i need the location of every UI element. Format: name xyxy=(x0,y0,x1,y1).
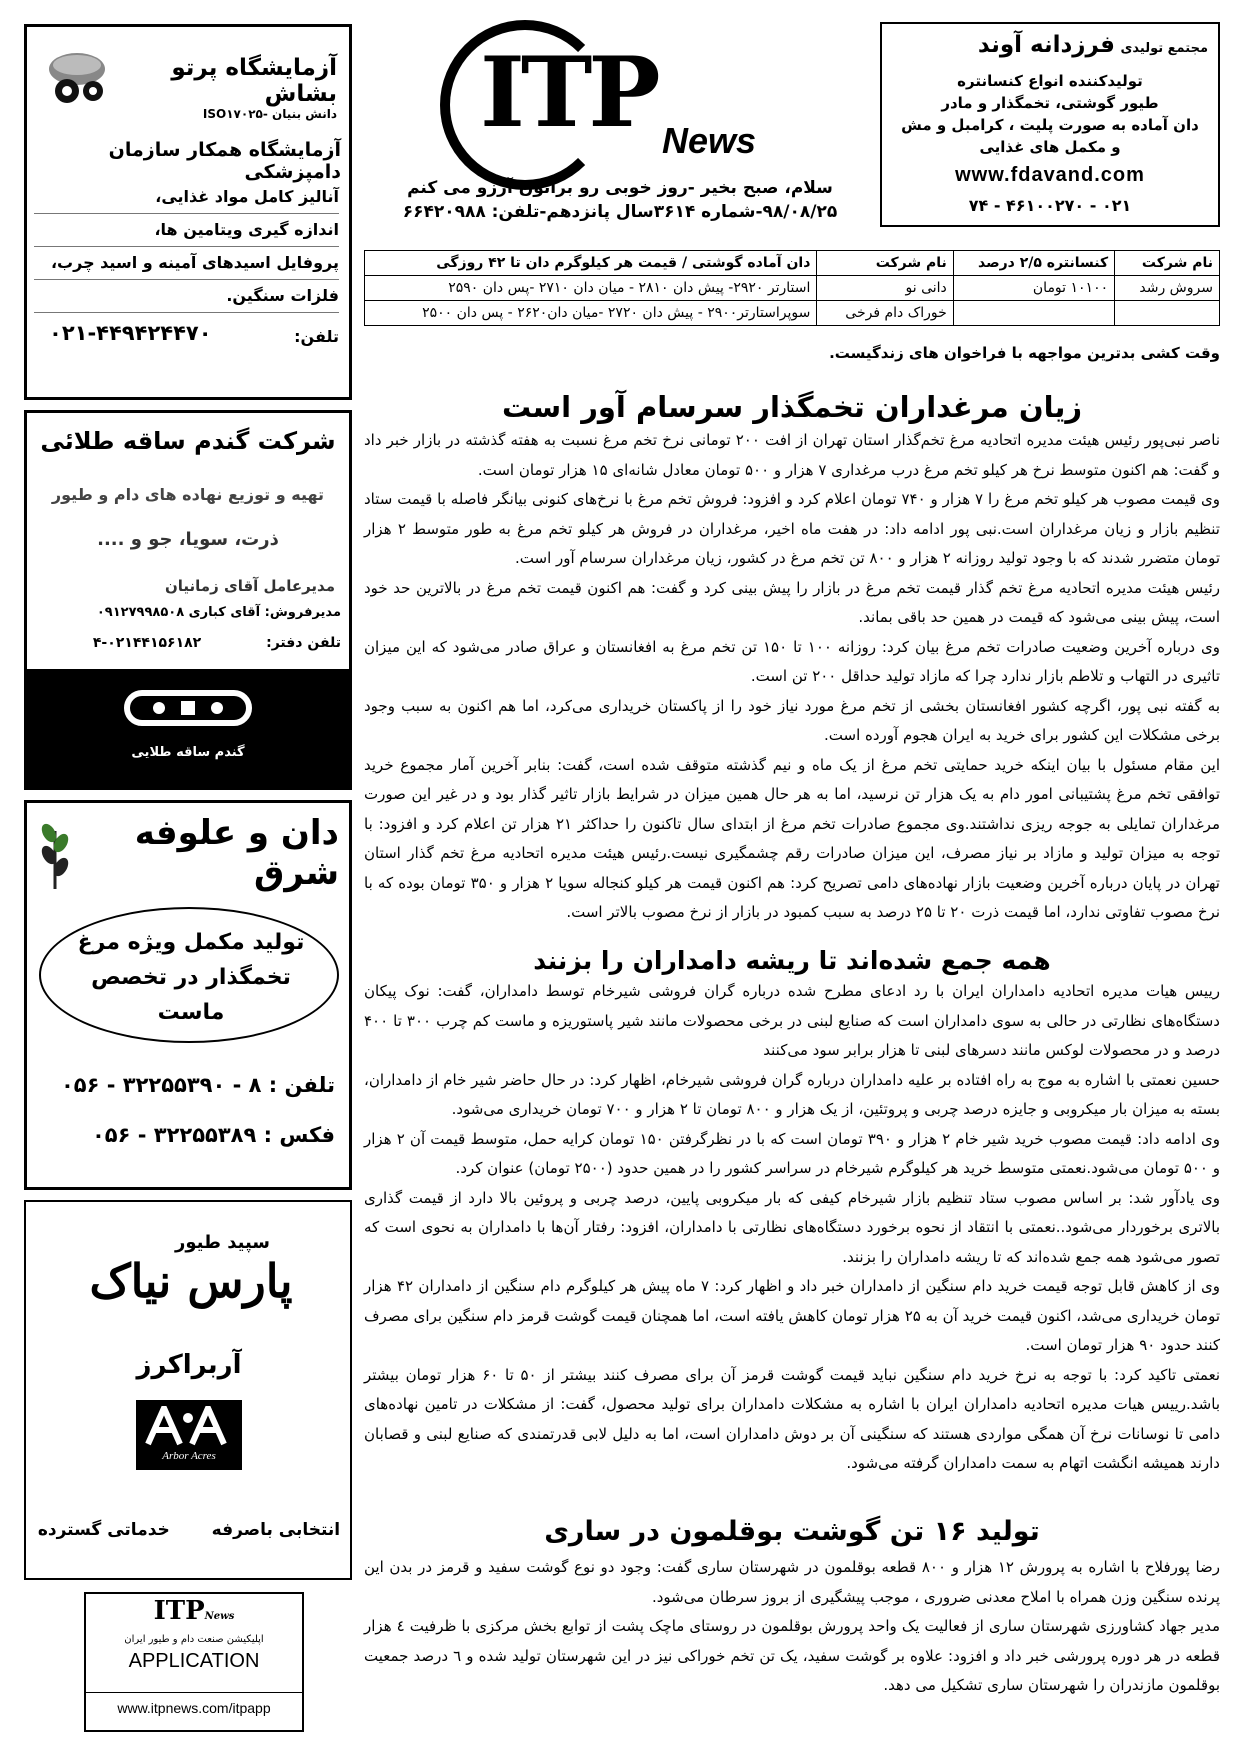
sharq-phone[interactable]: تلفن : ۸ - ۳۲۲۵۵۳۹۰ - ۰۵۶ xyxy=(60,1073,335,1097)
price-header-cell: نام شرکت xyxy=(1115,251,1220,276)
article-paragraph: وی یادآور شد: بر اساس مصوب ستاد تنظیم بازار شیرخام کیفی که بار میکروبی پایین، درصد چربی و پروئین بالا دارد از قیمت گذاری بالاتری برخوردار می‌شود..نعمتی با انتقاد از نحوه برخورد دستگاه‌های نظارتی با دامداران، افزود: رفتار آن‌ها با دامداران به نحوی است که تصور می‌شود همه جمع شده‌اند که تا ریشه دامداران را بزنند. xyxy=(364,1188,1220,1266)
sharq-fax: فکس : ۳۲۲۵۵۳۸۹ - ۰۵۶ xyxy=(91,1123,335,1147)
price-header-cell: کنسانتره ۲/۵ درصد xyxy=(953,251,1114,276)
sharq-oval xyxy=(39,907,339,1043)
article-body xyxy=(364,426,1220,928)
pars-logo: پارس نیاک xyxy=(89,1254,293,1308)
fdavand-line: دان آماده به صورت پلیت ، کرامبل و مش xyxy=(901,116,1199,134)
lab-service-item: اندازه گیری ویتامین ها، xyxy=(34,214,339,247)
fdavand-line: تولیدکننده انواع کنسانتره xyxy=(957,72,1143,90)
price-table-row xyxy=(365,276,1220,301)
arbor-acres-logo xyxy=(136,1400,242,1470)
app-divider xyxy=(86,1692,302,1693)
logo-news-text: News xyxy=(662,120,757,161)
feed-price-table xyxy=(364,250,1220,326)
article-paragraph: به گفته نبی پور، اگرچه کشور افغانستان بخشی از تخم مرغ مورد نیاز خود را از پاکستان خریداری می‌کرد، اما هم اکنون به سبب وجود برخی مشکلات این کشور برای خرید به ایران هجوم آورده است. xyxy=(364,696,1220,744)
article-1 xyxy=(364,390,1220,928)
article-paragraph: وی قیمت مصوب هر کیلو تخم مرغ را ۷ هزار و ۷۴۰ تومان اعلام کرد و افزود: فروش تخم مرغ با نرخ‌های کنونی بیانگر فاصله با قیمت ستاد تنظیم بازار و زیان مرغداران است.نبی پور ادامه داد: در هفت ماه اخیر، مرغداران در فروش هر کیلو تخم مرغ به طور متوسط ۲ هزار تومان متضرر شدند که با وجود تولید روزانه ۲ هزار و ۸۰۰ تن تخم مرغ در کشور، زیان مرغداران سرسام آور است. xyxy=(364,490,1220,567)
lab-service-item: فلزات سنگین. xyxy=(34,280,339,313)
app-subtitle: اپلیکیشن صنعت دام و طیور ایران xyxy=(124,1634,264,1645)
article-paragraph: این مقام مسئول با بیان اینکه خرید حمایتی تخم مرغ از یک ماه و نیم گذشته متوقف شده است، گفت: بنابر آخرین آمار مجموع خرید توافقی تخم مرغ پشتیبانی امور دام به یک هزار تن نرسید، اما به هر حال همین میزان در شرایط بازار تاثیر گذار بود و در غیر این صورت مرغداران تمایلی به جوجه ریزی نداشتند.وی مجموع صادرات تخم مرغ از ابتدای سال تاکنون را حداکثر ۲۱ هزار تن اعلام کرد و افزود: با توجه به میزان تولید و مازاد بر نیاز مصرف، این میزان صادرات رقم چشمگیری نیست.رئیس هیئت مدیره اتحادیه مرغ تخم گذار استان تهران در پایان درباره آخرین وضعیت بازار نهاده‌های دامی تصریح کرد: هم اکنون قیمت هر کیلو کنجاله سویا ۲ هزار و ۳۵۰ تومان بوده که با نرخ مصوب تفاوتی ندارد، اما قیمت ذرت ۲۰ تا ۲۵ درصد به سبب کمبود در بازار از نرخ مصوب بالاتر است. xyxy=(364,755,1220,921)
lab-service-item: پروفایل اسیدهای آمینه و اسید چرب، xyxy=(34,247,339,280)
fdavand-title-row xyxy=(888,32,1208,58)
article-3 xyxy=(364,1516,1220,1701)
gandom-sales: مدیرفروش: آقای کباری ۰۹۱۲۷۹۹۸۵۰۸ xyxy=(96,605,341,620)
gandom-manager: مدیرعامل آقای زمانیان xyxy=(164,577,335,595)
gandom-ad[interactable] xyxy=(24,410,352,790)
price-cell: خوراک دام فرخی xyxy=(817,301,953,326)
gandom-title: شرکت گندم ساقه طلائی xyxy=(40,427,336,455)
price-header-cell: نام شرکت xyxy=(817,251,953,276)
price-cell xyxy=(953,301,1114,326)
sharq-title: دان و علوفه شرق xyxy=(134,813,339,893)
lab-header: آزمایشگاه همکار سازمان دامپزشکی xyxy=(108,139,341,183)
fdavand-line: و مکمل های غذایی xyxy=(979,138,1121,156)
pars-niak-ad[interactable] xyxy=(24,1200,352,1580)
pars-slogan-a: انتخابی باصرفه xyxy=(211,1520,341,1540)
article-paragraph: رییس هیات مدیره اتحادیه دامداران ایران با رد ادعای مطرح شده درباره گران فروشی شیرخام توسط دامداران، گفت: نوک پیکان دستگاه‌های نظارتی در حالی به سوی دامداران است که صنایع لبنی در برخی محصولات مانند شیر پاستوریزه و ماست کم چرب ۳۰۰ تا ۴۰۰ درصد و در محصولات لوکس مانند دسرهای لبنی تا هزار برابر سود می‌کنند xyxy=(364,982,1220,1059)
price-header-cell: دان آماده گوشتی / قیمت هر کیلوگرم دان تا ۴۲ روزگی xyxy=(365,251,817,276)
app-logo-itp: ITP xyxy=(153,1596,205,1626)
itp-news-logo[interactable] xyxy=(440,20,820,180)
article-paragraph: وی درباره آخرین وضعیت صادرات تخم مرغ بیان کرد: روزانه ۱۰۰ تا ۱۵۰ تن تخم مرغ به افغانستان و عراق صادر می‌شود که این میزان تاثیری در التهاب و تلاطم بازار ندارد چرا که مازاد تولید حداقل ۲۰۰ تن است. xyxy=(364,637,1221,685)
article-2 xyxy=(364,946,1220,1479)
pars-logo-small: سپید طیور xyxy=(174,1232,270,1253)
pars-slogan-b: خدماتی گسترده xyxy=(37,1520,170,1540)
article-title: زیان مرغداران تخمگذار سرسام آور است xyxy=(501,390,1083,424)
fdavand-url[interactable]: www.fdavand.com xyxy=(955,164,1145,186)
gandom-logo-icon xyxy=(123,683,253,735)
app-label: APPLICATION xyxy=(128,1650,260,1672)
price-table-header xyxy=(365,251,1220,276)
article-title: تولید ۱۶ تن گوشت بوقلمون در ساری xyxy=(544,1516,1040,1547)
pars-slogans xyxy=(26,1520,352,1540)
article-paragraph: رضا پورفلاح با اشاره به پرورش ۱۲ هزار و ۸۰۰ قطعه بوقلمون در شهرستان ساری گفت: وجود دو نوع گوشت سفید و قرمز در بدن این پرنده سنگین وزن همراه با املاح معدنی ضروری ، موجب پیشگیری از بروز سرطان می‌شود. xyxy=(364,1558,1221,1606)
gandom-office-label: تلفن دفتر: xyxy=(266,635,341,651)
article-body xyxy=(364,977,1220,1479)
price-cell: سروش رشد xyxy=(1115,276,1220,301)
gandom-office-phone[interactable]: ۰۲۱۴۴۱۵۶۱۸۲-۴ xyxy=(92,635,202,651)
article-paragraph: مدیر جهاد کشاورزی شهرستان ساری از فعالیت یک واحد پرورش بوقلمون در روستای ماچک پشت از توابع بخش مرکزی با ظرفیت ٤ هزار قطعه در هر دوره پرورشی خبر داد و افزود: علاوه بر گوشت سفید، یک تن تخم خوراکی نیز در این شهرستان تولید شده و ٦ درصد جمعیت بوقلمون مازندران را شهرستان ساری تشکیل می دهد. xyxy=(364,1617,1220,1694)
fdavand-title-small: مجتمع تولیدی xyxy=(1120,41,1208,56)
gandom-office xyxy=(31,635,341,651)
lab-phone-label: تلفن: xyxy=(294,327,339,346)
arbor-acres-icon xyxy=(144,1406,234,1446)
article-paragraph: حسین نعمتی با اشاره به موج به راه افتاده بر علیه دامداران درباره گران فروشی شیرخام، اظهار کرد: در حال حاضر شیر خام از دامداران، بسته به میزان بار میکروبی و جایزه درصد چربی و پروتئین، از یک هزار و ۸۰۰ تومان تا ۲ هزار و ۷۰۰ تومان خریداری می‌شود. xyxy=(364,1070,1220,1118)
lab-flask-icon xyxy=(47,47,117,109)
lab-title: آزمایشگاه پرتو بشاش xyxy=(171,55,337,107)
logo-itp-text: ITP xyxy=(480,36,657,149)
gandom-logo-band xyxy=(27,669,349,787)
article-paragraph: وی ادامه داد: قیمت مصوب خرید شیر خام ۲ هزار و ۳۹۰ تومان است که با در نظرگرفتن ۱۵۰ تومان کرایه حمل، متوسط قیمت آن ۲ هزار و ۵۰۰ تومان می‌شود.نعمتی متوسط خرید هر کیلوگرم شیرخام در سراسر کشور را در همین حدود (۲۵۰۰ تومان) عنوان کرد. xyxy=(364,1129,1220,1177)
lab-ad[interactable] xyxy=(24,24,352,400)
issue-line: ۹۸/۰۸/۲۵-شماره ۳۶۱۴سال پانزدهم-تلفن: ۶۶۴۲۰۹۸۸ xyxy=(402,202,838,222)
article-paragraph: وی از کاهش قابل توجه قیمت خرید دام سنگین از دامداران خبر داد و اظهار کرد: ۷ ماه پیش هر کیلوگرم دام سنگین از دامداران ۴۲ هزار تومان خریداری می‌شد، اکنون قیمت خرید آن به ۲۵ هزار تومان کاهش یافته است، اما همچنان قیمت گوشت قرمز دام سنگین برای مصرف کنند حدود ۹۰ هزار تومان است. xyxy=(364,1277,1221,1354)
app-url[interactable]: www.itpnews.com/itpapp xyxy=(117,1700,271,1716)
fdavand-phone: ۰۲۱ - ۴۶۱۰۰۲۷۰ - ۷۴ xyxy=(968,196,1132,215)
price-cell: دانی نو xyxy=(817,276,953,301)
price-cell: استارتر ۲۹۲۰- پیش دان ۲۸۱۰ - میان دان ۲۷۱۰ -پس دان ۲۵۹۰ xyxy=(365,276,817,301)
lab-service-item: آنالیز کامل مواد غذایی، xyxy=(34,181,339,214)
lab-phone[interactable]: ۰۲۱-۴۴۹۴۲۴۴۷۰ xyxy=(49,321,212,345)
motto: وقت کشی بدترین مواجهه با فراخوان های زندگیست. xyxy=(829,344,1220,362)
arbor-acres-text: Arbor Acres xyxy=(162,1450,216,1462)
fdavand-lines xyxy=(882,70,1218,158)
fdavand-title: فرزدانه آوند xyxy=(977,32,1115,58)
gandom-logo-text: گندم ساقه طلایی xyxy=(131,745,245,760)
article-paragraph: رئیس هیئت مدیره اتحادیه مرغ تخم گذار قیمت تخم مرغ در بازار را پیش بینی کرد و گفت: هم اکنون قیمت تخم مرغ در بالاترین حد خود است، پیش بینی می‌شود که قیمت در همین حد باقی بماند. xyxy=(364,578,1220,626)
pars-brand: آربراکرز xyxy=(136,1350,242,1380)
gandom-line2: ذرت، سویا، جو و .... xyxy=(97,529,279,550)
app-logo xyxy=(86,1596,302,1626)
greeting-block xyxy=(380,178,860,236)
article-body xyxy=(364,1553,1220,1701)
app-logo-news: News xyxy=(204,1611,235,1622)
itp-app-ad[interactable] xyxy=(84,1592,304,1732)
price-cell: سوپراستارتر۲۹۰۰ - پیش دان ۲۷۲۰ -میان دان۲۶۲۰ - پس دان ۲۵۰۰ xyxy=(365,301,817,326)
gandom-line1: تهیه و توزیع نهاده های دام و طیور xyxy=(51,485,325,504)
article-title: همه جمع شده‌اند تا ریشه دامداران را بزنند xyxy=(533,946,1051,975)
lab-subtitle: دانش بنیان -ISO۱۷۰۲۵ xyxy=(202,107,337,121)
article-paragraph: نعمتی تاکید کرد: با توجه به نرخ خرید دام سنگین نباید قیمت گوشت قرمز آن برای مصرف کنند بیشتر از ۵۰ تا ۶۰ هزار تومان بیشتر باشد.رییس هیات مدیره اتحادیه دامداران ایران با اشاره به مشکلات دامداران برای تولید محصول، گفت: از مشکلات در تامین نهاده‌های دامی تا نوسانات نرخ آن همگی مواردی هستند که سنگینی آن بر دوش دامداران است، اما به دلیل لابی قدرتمندی که صنایع لبنی و قصابان دارند همیشه انگشت اتهام به سمت دامداران گرفته می‌شود. xyxy=(364,1365,1221,1472)
price-cell: ۱۰۱۰۰ تومان xyxy=(953,276,1114,301)
price-table-row xyxy=(365,301,1220,326)
fdavand-line: طیور گوشتی، تخمگذار و مادر xyxy=(941,94,1159,112)
greeting-line: سلام، صبح بخیر -روز خوبی رو براتون آرزو می کنم xyxy=(407,178,833,198)
sharq-ad[interactable] xyxy=(24,800,352,1190)
fdavand-ad[interactable] xyxy=(880,22,1220,227)
lab-services xyxy=(34,181,339,313)
wheat-icon xyxy=(35,811,75,891)
article-paragraph: ناصر نبی‌پور رئیس هیئت مدیره اتحادیه مرغ تخم‌گذار استان تهران از افت ۲۰۰ تومانی نرخ تخم مرغ نسبت به هفته گذشته در بازار خبر داد و گفت: هم اکنون متوسط نرخ هر کیلو تخم مرغ درب مرغداری ۷ هزار و ۵۰۰ تومان معادل شانه‌ای ۱۵ هزار تومان است. xyxy=(364,431,1220,479)
price-cell xyxy=(1115,301,1220,326)
sharq-oval-text: تولید مکمل ویژه مرغ تخمگذار در تخصص ماست xyxy=(77,930,305,1025)
